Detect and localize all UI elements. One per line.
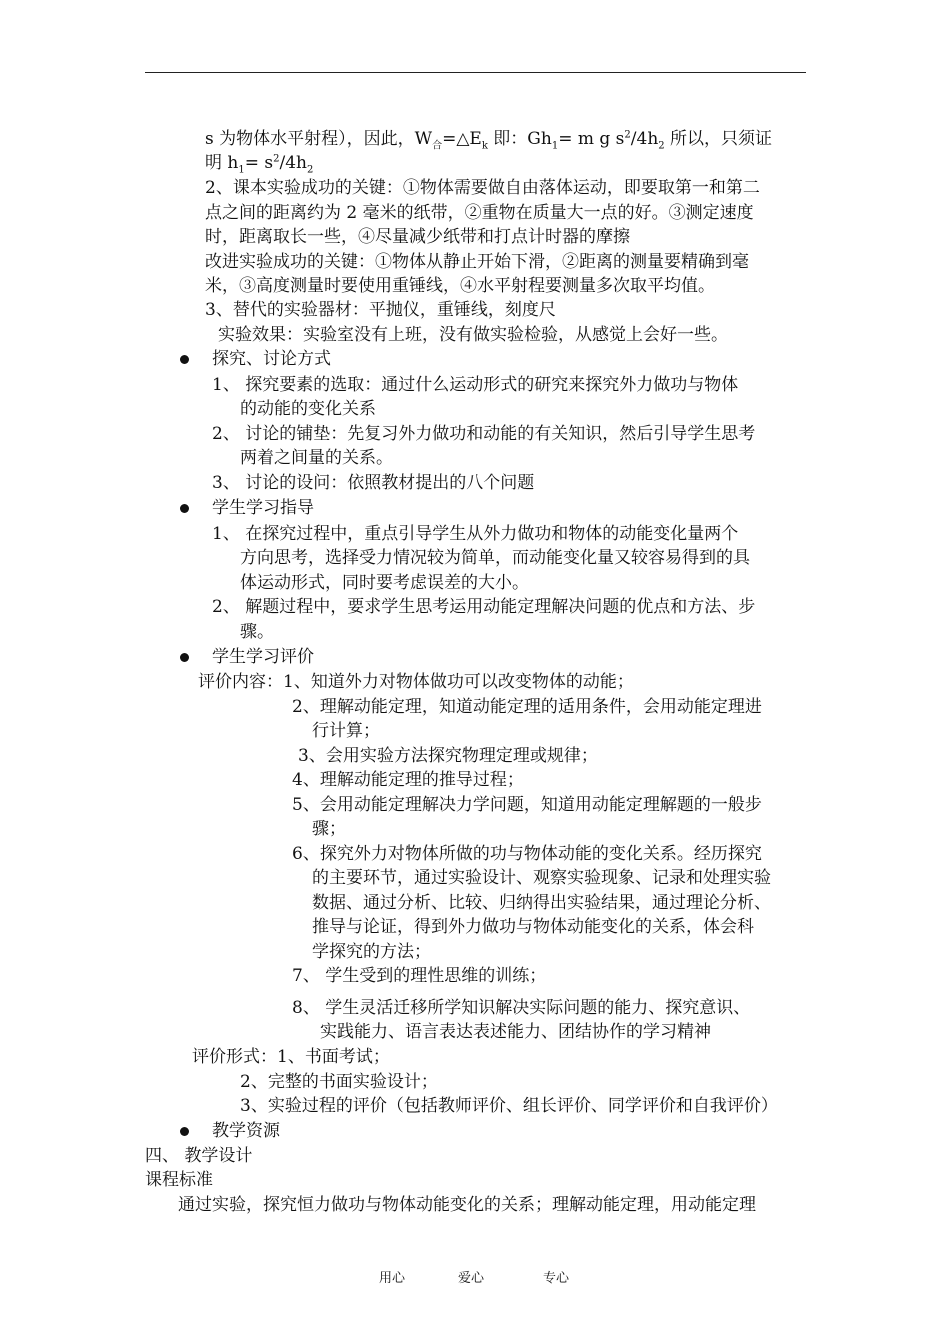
para-line-32: 7、 学生受到的理性思维的训练； (292, 966, 547, 986)
bullet-1 (180, 355, 189, 364)
para-line-27: 6、探究外力对物体所做的功与物体动能的变化关系。经历探究 (292, 844, 762, 864)
para-line-31: 学探究的方法； (312, 942, 431, 962)
para-line-15: 1、 在探究过程中，重点引导学生从外力做功和物体的动能变化量两个 (212, 524, 739, 544)
para-line-35: 评价形式：1、书面考试； (192, 1047, 390, 1067)
para-line-20: 评价内容：1、知道外力对物体做功可以改变物体的动能； (198, 672, 634, 692)
para-line-14: 3、 讨论的设问：依照教材提出的八个问题 (212, 473, 535, 493)
para-line-11: 的动能的变化关系 (240, 399, 376, 419)
para-line-22: 行计算； (312, 721, 380, 741)
para-line-6: 改进实验成功的关键：①物体从静止开始下滑，②距离的测量要精确到毫 (205, 252, 749, 272)
footer-text-1: 用心 (379, 1271, 406, 1286)
para-line-17: 体运动形式，同时要考虑误差的大小。 (240, 573, 529, 593)
para-line-19: 骤。 (240, 622, 274, 642)
bullet-heading-3: 学生学习评价 (212, 647, 314, 667)
para-line-33: 8、 学生灵活迁移所学知识解决实际问题的能力、探究意识、 (292, 998, 751, 1018)
para-line-24: 4、理解动能定理的推导过程； (292, 770, 524, 790)
bullet-heading-2: 学生学习指导 (212, 498, 314, 518)
bullet-4 (180, 1127, 189, 1136)
para-line-30: 推导与论证，得到外力做功与物体动能变化的关系，体会科 (312, 917, 754, 937)
para-line-26: 骤； (312, 819, 346, 839)
para-line-29: 数据、通过分析、比较、归纳得出实验结果，通过理论分析、 (312, 893, 771, 913)
para-line-28: 的主要环节，通过实验设计、观察实验现象、记录和处理实验 (312, 868, 771, 888)
bullet-heading-1: 探究、讨论方式 (212, 349, 331, 369)
para-line-21: 2、理解动能定理，知道动能定理的适用条件，会用动能定理进 (292, 697, 762, 717)
para-line-4: 点之间的距离约为 2 毫米的纸带，②重物在质量大一点的好。③测定速度 (205, 203, 754, 223)
bullet-heading-4: 教学资源 (212, 1121, 280, 1141)
para-line-12: 2、 讨论的铺垫：先复习外力做功和动能的有关知识，然后引导学生思考 (212, 424, 756, 444)
para-line-3: 2、课本实验成功的关键：①物体需要做自由落体运动，即要取第一和第二 (205, 178, 760, 198)
footer-text-3: 专心 (543, 1271, 570, 1286)
bullet-3 (180, 653, 189, 662)
header-rule (145, 72, 806, 73)
para-line-37: 3、实验过程的评价（包括教师评价、组长评价、同学评价和自我评价） (240, 1096, 778, 1116)
para-line-7: 米，③高度测量时要使用重锤线，④水平射程要测量多次取平均值。 (205, 276, 715, 296)
para-line-40: 通过实验，探究恒力做功与物体动能变化的关系；理解动能定理，用动能定理 (178, 1195, 756, 1215)
para-line-9: 实验效果：实验室没有上班，没有做实验检验，从感觉上会好一些。 (218, 325, 728, 345)
para-line-23: 3、会用实验方法探究物理定理或规律； (298, 746, 598, 766)
para-line-8: 3、替代的实验器材：平抛仪，重锤线，刻度尺 (205, 300, 556, 320)
para-line-34: 实践能力、语言表达表述能力、团结协作的学习精神 (320, 1022, 711, 1042)
para-line-5: 时，距离取长一些，④尽量减少纸带和打点计时器的摩擦 (205, 227, 630, 247)
para-line-13: 两着之间量的关系。 (240, 448, 393, 468)
footer-text-2: 爱心 (458, 1271, 485, 1286)
para-line-1: s 为物体水平射程），因此，$W_合=\triangle E_k$ 即：$Gh_1= m$ g $s^2/4h_2$ 所以，只须证 (205, 129, 773, 152)
para-line-25: 5、会用动能定理解决力学问题，知道用动能定理解题的一般步 (292, 795, 762, 815)
para-line-10: 1、 探究要素的选取：通过什么运动形式的研究来探究外力做功与物体 (212, 375, 739, 395)
para-line-2: 明 $h_1= s^2/4h_2$ (205, 153, 314, 176)
bullet-2 (180, 504, 189, 513)
para-line-18: 2、 解题过程中，要求学生思考运用动能定理解决问题的优点和方法、步 (212, 597, 756, 617)
para-line-36: 2、完整的书面实验设计； (240, 1072, 438, 1092)
para-line-16: 方向思考，选择受力情况较为简单，而动能变化量又较容易得到的具 (240, 548, 750, 568)
section-heading: 四、 教学设计 (145, 1146, 253, 1166)
subsection-heading: 课程标准 (145, 1170, 213, 1190)
